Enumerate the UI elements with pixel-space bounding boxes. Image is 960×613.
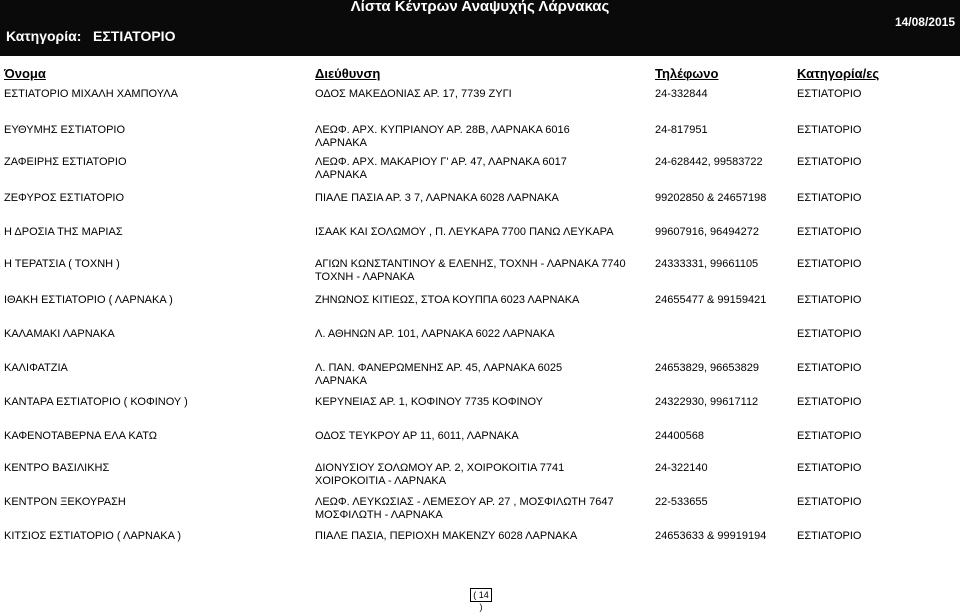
row-address-line2: ΛΑΡΝΑΚΑ <box>315 137 367 149</box>
row-name: ΕΣΤΙΑΤΟΡΙΟ ΜΙΧΑΛΗ ΧΑΜΠΟΥΛΑ <box>4 88 178 100</box>
row-address: ΚΕΡΥΝΕΙΑΣ ΑΡ. 1, ΚΟΦΙΝΟΥ 7735 ΚΟΦΙΝΟΥ <box>315 396 544 408</box>
row-address: ΔΙΟΝΥΣΙΟΥ ΣΟΛΩΜΟΥ ΑΡ. 2, ΧΟΙΡΟΚΟΙΤΙΑ 7741 <box>315 462 565 474</box>
row-phone: 99202850 & 24657198 <box>655 192 767 204</box>
row-category: ΕΣΤΙΑΤΟΡΙΟ <box>797 258 862 270</box>
column-header-category: Κατηγορία/ες <box>797 66 880 81</box>
row-name: ΖΑΦΕΙΡΗΣ ΕΣΤΙΑΤΟΡΙΟ <box>4 156 127 168</box>
row-category: ΕΣΤΙΑΤΟΡΙΟ <box>797 430 862 442</box>
row-address: ΛΕΩΦ. ΛΕΥΚΩΣΙΑΣ - ΛΕΜΕΣΟΥ ΑΡ. 27 , ΜΟΣΦΙΛΩΤΗ 7647 <box>315 496 614 508</box>
header-band <box>0 0 960 56</box>
row-name: Η ΔΡΟΣΙΑ ΤΗΣ ΜΑΡΙΑΣ <box>4 226 123 238</box>
row-category: ΕΣΤΙΑΤΟΡΙΟ <box>797 496 862 508</box>
row-address-line2: ΛΑΡΝΑΚΑ <box>315 169 367 181</box>
row-address: ΖΗΝΩΝΟΣ ΚΙΤΙΕΩΣ, ΣΤΟΑ ΚΟΥΠΠΑ 6023 ΛΑΡΝΑΚΑ <box>315 294 580 306</box>
column-header-address: Διεύθυνση <box>315 66 381 81</box>
row-category: ΕΣΤΙΑΤΟΡΙΟ <box>797 156 862 168</box>
row-address: ΠΙΑΛΕ ΠΑΣΙΑ, ΠΕΡΙΟΧΗ ΜΑΚΕΝΖΥ 6028 ΛΑΡΝΑΚΑ <box>315 530 578 542</box>
row-phone: 24-628442, 99583722 <box>655 156 763 168</box>
row-address: Λ. ΑΘΗΝΩΝ ΑΡ. 101, ΛΑΡΝΑΚΑ 6022 ΛΑΡΝΑΚΑ <box>315 328 555 340</box>
row-category: ΕΣΤΙΑΤΟΡΙΟ <box>797 362 862 374</box>
row-phone: 24655477 & 99159421 <box>655 294 767 306</box>
row-address-line2: ΜΟΣΦΙΛΩΤΗ - ΛΑΡΝΑΚΑ <box>315 509 443 521</box>
row-address: ΛΕΩΦ. ΑΡΧ. ΚΥΠΡΙΑΝΟΥ ΑΡ. 28Β, ΛΑΡΝΑΚΑ 6016 <box>315 124 570 136</box>
row-category: ΕΣΤΙΑΤΟΡΙΟ <box>797 124 862 136</box>
page-title: Λίστα Κέντρων Αναψυχής Λάρνακας <box>350 0 610 15</box>
report-date: 14/08/2015 <box>894 15 955 29</box>
row-address: ΛΕΩΦ. ΑΡΧ. ΜΑΚΑΡΙΟΥ Γ' ΑΡ. 47, ΛΑΡΝΑΚΑ 6017 <box>315 156 567 168</box>
row-phone: 24653633 & 99919194 <box>655 530 767 542</box>
row-phone: 24653829, 96653829 <box>655 362 759 374</box>
row-address: ΑΓΙΩΝ ΚΩΝΣΤΑΝΤΙΝΟΥ & ΕΛΕΝΗΣ, ΤΟΧΝΗ - ΛΑΡΝΑΚΑ 7740 <box>315 258 626 270</box>
row-phone: 24322930, 99617112 <box>655 396 759 408</box>
row-name: ΙΘΑΚΗ ΕΣΤΙΑΤΟΡΙΟ ( ΛΑΡΝΑΚΑ ) <box>4 294 173 306</box>
row-name: ΚΙΤΣΙΟΣ ΕΣΤΙΑΤΟΡΙΟ ( ΛΑΡΝΑΚΑ ) <box>4 530 182 542</box>
row-address-line2: ΤΟΧΝΗ - ΛΑΡΝΑΚΑ <box>315 271 415 283</box>
row-name: ΚΑΛΙΦΑΤΖΙΑ <box>4 362 68 374</box>
row-phone: 24400568 <box>655 430 704 442</box>
row-name: ΖΕΦΥΡΟΣ ΕΣΤΙΑΤΟΡΙΟ <box>4 192 125 204</box>
row-name: ΚΕΝΤΡΟ ΒΑΣΙΛΙΚΗΣ <box>4 462 110 474</box>
row-address: ΙΣΑΑΚ ΚΑΙ ΣΟΛΩΜΟΥ , Π. ΛΕΥΚΑΡΑ 7700 ΠΑΝΩ ΛΕΥΚΑΡΑ <box>315 226 614 238</box>
row-category: ΕΣΤΙΑΤΟΡΙΟ <box>797 462 862 474</box>
row-name: ΚΑΝΤΑΡΑ ΕΣΤΙΑΤΟΡΙΟ ( ΚΟΦΙΝΟΥ ) <box>4 396 188 408</box>
row-name: ΚΕΝΤΡΟΝ ΞΕΚΟΥΡΑΣΗ <box>4 496 126 508</box>
row-phone: 24-817951 <box>655 124 708 136</box>
row-phone: 24333331, 99661105 <box>655 258 759 270</box>
row-category: ΕΣΤΙΑΤΟΡΙΟ <box>797 294 862 306</box>
column-header-phone: Τηλέφωνο <box>655 66 719 81</box>
row-category: ΕΣΤΙΑΤΟΡΙΟ <box>797 226 862 238</box>
row-category: ΕΣΤΙΑΤΟΡΙΟ <box>797 192 862 204</box>
row-phone: 24-332844 <box>655 88 708 100</box>
row-address: Λ. ΠΑΝ. ΦΑΝΕΡΩΜΕΝΗΣ ΑΡ. 45, ΛΑΡΝΑΚΑ 6025 <box>315 362 563 374</box>
row-name: ΚΑΦΕΝΟΤΑΒΕΡΝΑ ΕΛΑ ΚΑΤΩ <box>4 430 158 442</box>
row-phone: 22-533655 <box>655 496 708 508</box>
category-heading <box>6 28 175 44</box>
row-address: ΠΙΑΛΕ ΠΑΣΙΑ ΑΡ. 3 7, ΛΑΡΝΑΚΑ 6028 ΛΑΡΝΑΚΑ <box>315 192 559 204</box>
row-address: ΟΔΟΣ ΜΑΚΕΔΟΝΙΑΣ ΑΡ. 17, 7739 ΖΥΓΙ <box>315 88 512 100</box>
row-category: ΕΣΤΙΑΤΟΡΙΟ <box>797 328 862 340</box>
category-label: Κατηγορία: <box>6 28 82 44</box>
row-name: ΚΑΛΑΜΑΚΙ ΛΑΡΝΑΚΑ <box>4 328 115 340</box>
row-phone: 99607916, 96494272 <box>655 226 759 238</box>
row-category: ΕΣΤΙΑΤΟΡΙΟ <box>797 530 862 542</box>
row-address: ΟΔΟΣ ΤΕΥΚΡΟΥ ΑΡ 11, 6011, ΛΑΡΝΑΚΑ <box>315 430 519 442</box>
row-category: ΕΣΤΙΑΤΟΡΙΟ <box>797 88 862 100</box>
page-number: ( 14 ) <box>470 588 492 602</box>
row-address-line2: ΧΟΙΡΟΚΟΙΤΙΑ - ΛΑΡΝΑΚΑ <box>315 475 447 487</box>
column-header-name: Όνομα <box>4 66 46 81</box>
row-address-line2: ΛΑΡΝΑΚΑ <box>315 375 367 387</box>
row-name: ΕΥΘΥΜΗΣ ΕΣΤΙΑΤΟΡΙΟ <box>4 124 126 136</box>
row-category: ΕΣΤΙΑΤΟΡΙΟ <box>797 396 862 408</box>
category-value: ΕΣΤΙΑΤΟΡΙΟ <box>93 28 176 44</box>
row-name: Η ΤΕΡΑΤΣΙΑ ( ΤΟΧΝΗ ) <box>4 258 120 270</box>
row-phone: 24-322140 <box>655 462 708 474</box>
